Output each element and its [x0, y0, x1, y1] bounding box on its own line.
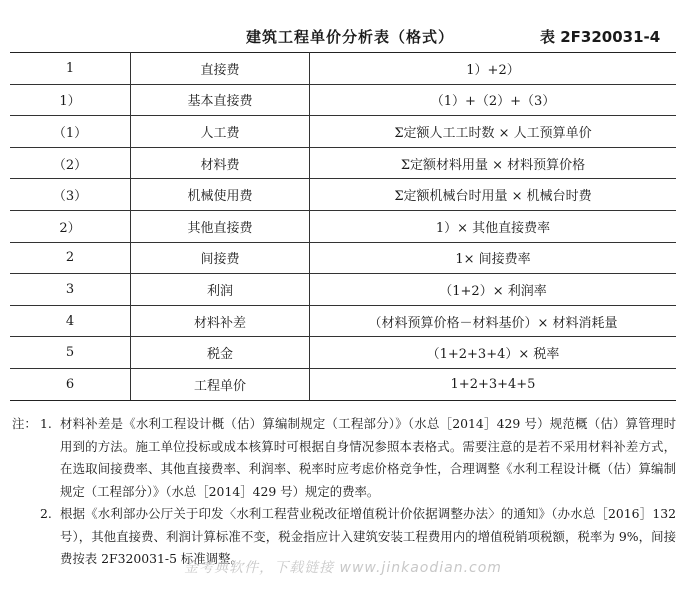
- row-formula: 1）+2）: [310, 53, 677, 85]
- row-number: （1）: [10, 116, 131, 148]
- row-item: 人工费: [131, 116, 310, 148]
- table-row: [10, 242, 676, 274]
- table-row: [10, 84, 676, 116]
- row-item: 利润: [131, 274, 310, 306]
- row-item: 材料补差: [131, 305, 310, 337]
- row-item: 间接费: [131, 242, 310, 274]
- row-formula: Σ定额人工工时数 × 人工预算单价: [310, 116, 677, 148]
- row-formula: 1）× 其他直接费率: [310, 210, 677, 242]
- row-number: 4: [10, 305, 131, 337]
- table-title: 建筑工程单价分析表（格式）: [246, 28, 455, 46]
- table-row: [10, 368, 676, 400]
- row-item: 材料费: [131, 147, 310, 179]
- row-item: 工程单价: [131, 368, 310, 400]
- row-formula: （1）+（2）+（3）: [310, 84, 677, 116]
- row-formula: 1× 间接费率: [310, 242, 677, 274]
- row-formula: （1+2）× 利润率: [310, 274, 677, 306]
- table-row: [10, 53, 676, 85]
- table-row: [10, 210, 676, 242]
- row-number: （2）: [10, 147, 131, 179]
- table-row: [10, 274, 676, 306]
- row-item: 基本直接费: [131, 84, 310, 116]
- note-text: 根据《水利部办公厅关于印发〈水利工程营业税改征增值税计价依据调整办法〉的通知》（办水总［2016］132 号），其他直接费、利润计算标准不变，税金指应计入建筑安装工程费用内的增值税销项税额，税率为 9%，间接费按表 2F320031-5 标准调整。: [60, 506, 676, 566]
- row-number: 5: [10, 337, 131, 369]
- row-item: 其他直接费: [131, 210, 310, 242]
- row-item: 税金: [131, 337, 310, 369]
- note-number: 2.: [40, 506, 52, 521]
- table-row: [10, 147, 676, 179]
- row-formula: Σ定额机械台时用量 × 机械台时费: [310, 179, 677, 211]
- note-number: 1.: [40, 416, 52, 431]
- unit-price-analysis-table: [10, 52, 676, 401]
- table-row: [10, 179, 676, 211]
- row-number: 1: [10, 53, 131, 85]
- note-text: 材料补差是《水利工程设计概（估）算编制规定（工程部分）》（水总［2014］429 号）规范概（估）算管理时用到的方法。施工单位投标或成本核算时可根据自身情况参照本表格式。需要注意的是若不采用材料补差方式，在选取间接费率、其他直接费率、利润率、税率时应考虑价格竞争性，合理调整《水利工程设计概（估）算编制规定（工程部分）》（水总［2014］429 号）规定的费率。: [60, 416, 676, 499]
- watermark: 金考典软件，下载链接 www.jinkaodian.com: [184, 560, 502, 576]
- table-row: [10, 116, 676, 148]
- row-number: 2: [10, 242, 131, 274]
- notes-section: [12, 413, 676, 571]
- row-number: 2）: [10, 210, 131, 242]
- row-number: 1）: [10, 84, 131, 116]
- table-number: 表 2F320031-4: [540, 28, 661, 46]
- row-item: 机械使用费: [131, 179, 310, 211]
- row-item: 直接费: [131, 53, 310, 85]
- note-item: [12, 413, 676, 503]
- row-number: 3: [10, 274, 131, 306]
- row-number: （3）: [10, 179, 131, 211]
- table-row: [10, 337, 676, 369]
- table-header: [0, 26, 686, 50]
- row-formula: （1+2+3+4）× 税率: [310, 337, 677, 369]
- notes-label: 注：: [12, 416, 37, 431]
- row-number: 6: [10, 368, 131, 400]
- row-formula: 1+2+3+4+5: [310, 368, 677, 400]
- row-formula: Σ定额材料用量 × 材料预算价格: [310, 147, 677, 179]
- row-formula: （材料预算价格－材料基价）× 材料消耗量: [310, 305, 677, 337]
- table-row: [10, 305, 676, 337]
